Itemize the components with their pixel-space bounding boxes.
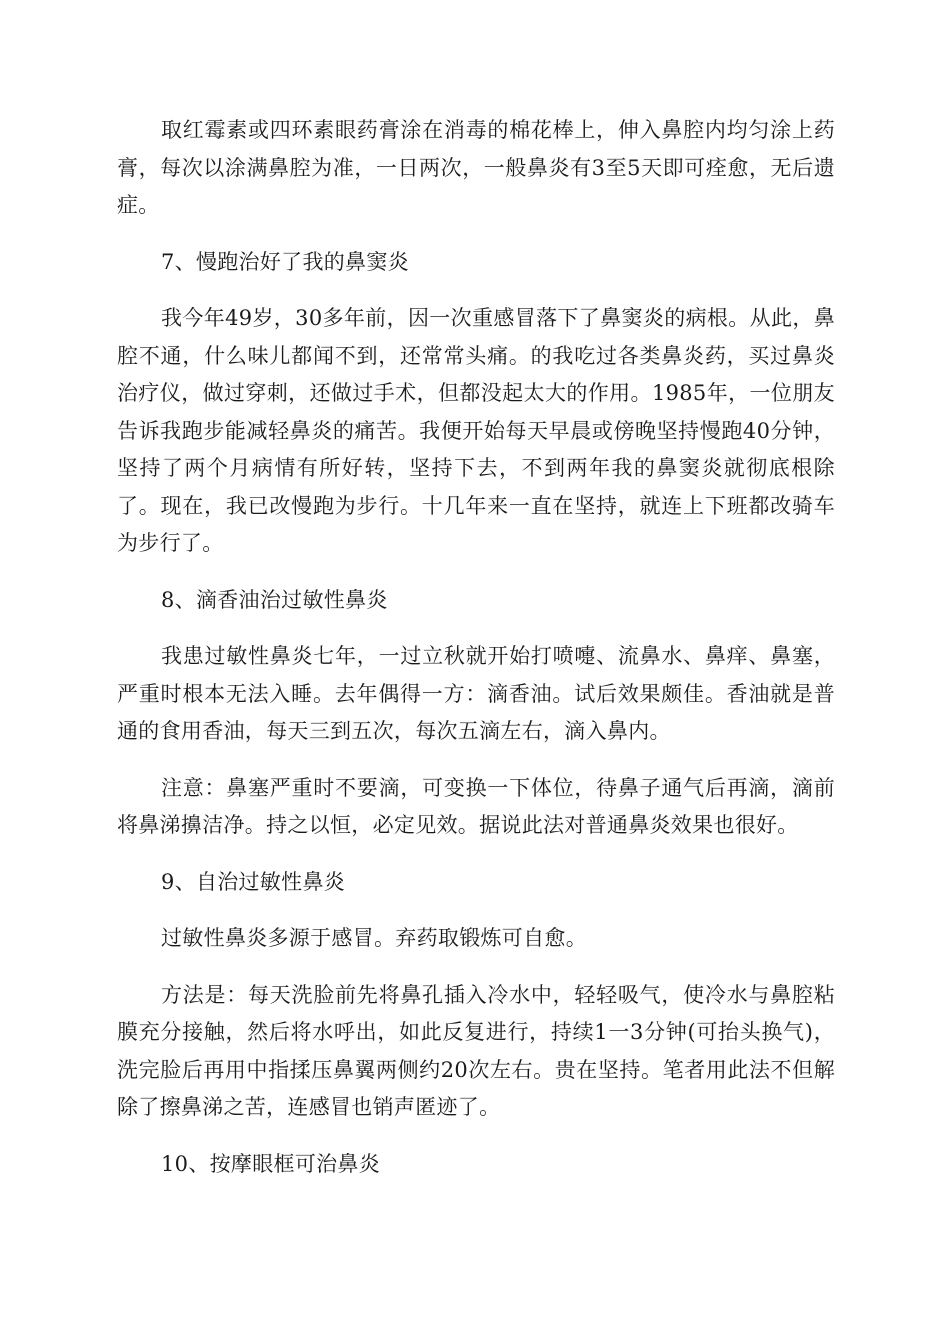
paragraph-sesame-oil: 我患过敏性鼻炎七年，一过立秋就开始打喷嚏、流鼻水、鼻痒、鼻塞，严重时根本无法入睡。去年偶得一方：滴香油。试后效果颇佳。香油就是普通的食用香油，每天三到五次，每次五滴左右，滴入鼻内。 [117,644,835,743]
paragraph-jogging-story: 我今年49岁，30多年前，因一次重感冒落下了鼻窦炎的病根。从此，鼻腔不通，什么味儿都闻不到，还常常头痛。的我吃过各类鼻炎药，买过鼻炎治疗仪，做过穿刺，还做过手术，但都没起太大的作用。1985年，一位朋友告诉我跑步能减轻鼻炎的痛苦。我便开始每天早晨或傍晚坚持慢跑40分钟，坚持了两个月病情有所好转，坚持下去，不到两年我的鼻窦炎就彻底根除了。现在，我已改慢跑为步行。十几年来一直在坚持，就连上下班都改骑车为步行了。 [117,306,835,555]
paragraph-cold-water-method: 方法是：每天洗脸前先将鼻孔插入冷水中，轻轻吸气，使冷水与鼻腔粘膜充分接触，然后将水呼出，如此反复进行，持续1一3分钟(可抬头换气)，洗完脸后再用中指揉压鼻翼两侧约20次左右。贵在坚持。笔者用此法不但解除了擦鼻涕之苦，连感冒也销声匿迹了。 [117,982,835,1119]
section-heading-7: 7、慢跑治好了我的鼻窦炎 [161,249,409,274]
document-page [117,112,835,1202]
paragraph-caution-note: 注意：鼻塞严重时不要滴，可变换一下体位，待鼻子通气后再滴，滴前将鼻涕擤洁净。持之以恒，必定见效。据说此法对普通鼻炎效果也很好。 [117,775,835,837]
section-heading-9: 9、自治过敏性鼻炎 [161,869,346,894]
section-heading-10: 10、按摩眼框可治鼻炎 [161,1151,381,1176]
paragraph-ointment-method: 取红霉素或四环素眼药膏涂在消毒的棉花棒上，伸入鼻腔内均匀涂上药膏，每次以涂满鼻腔为准，一日两次，一般鼻炎有3至5天即可痊愈，无后遗症。 [117,118,835,217]
paragraph-allergy-cause: 过敏性鼻炎多源于感冒。弃药取锻炼可自愈。 [161,926,587,950]
section-heading-8: 8、滴香油治过敏性鼻炎 [161,587,388,612]
